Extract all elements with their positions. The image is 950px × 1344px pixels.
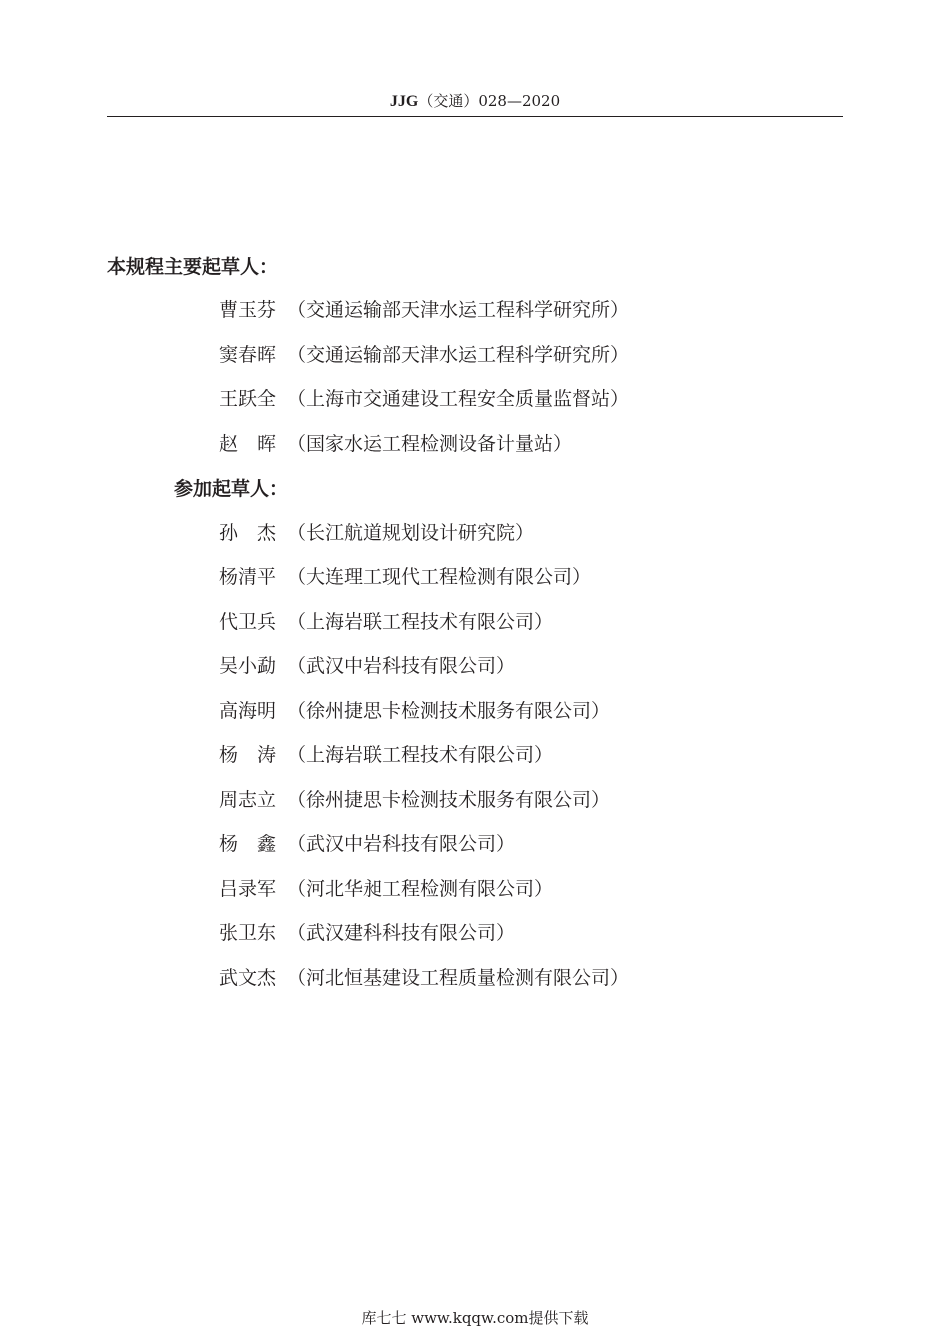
participant-entry [219, 607, 553, 634]
participant-entry [219, 829, 515, 856]
participant-name: 周志立 [219, 789, 277, 811]
participant-org: （武汉建科科技有限公司） [287, 922, 516, 944]
drafter-name: 王跃全 [219, 388, 277, 410]
participant-org: （武汉中岩科技有限公司） [287, 833, 516, 855]
drafter-org: （上海市交通建设工程安全质量监督站） [287, 388, 630, 410]
main-drafter-entry [219, 384, 629, 411]
participant-org: （长江航道规划设计研究院） [287, 522, 535, 544]
participant-entry [219, 651, 515, 678]
drafter-org: （交通运输部天津水运工程科学研究所） [287, 299, 630, 321]
participant-name: 杨清平 [219, 566, 277, 588]
drafter-org: （国家水运工程检测设备计量站） [287, 433, 573, 455]
participant-org: （武汉中岩科技有限公司） [287, 655, 516, 677]
participant-entry [219, 518, 534, 545]
drafter-name: 曹玉芬 [219, 299, 277, 321]
header-rule [107, 116, 843, 117]
participant-entry [219, 696, 610, 723]
standard-number: （交通）028—2020 [418, 92, 561, 110]
drafter-name: 赵 晖 [219, 433, 277, 455]
participant-org: （上海岩联工程技术有限公司） [287, 744, 554, 766]
drafter-org: （交通运输部天津水运工程科学研究所） [287, 344, 630, 366]
drafter-name: 窦春晖 [219, 344, 277, 366]
participant-entry [219, 740, 553, 767]
participant-org: （上海岩联工程技术有限公司） [287, 611, 554, 633]
participant-org: （河北恒基建设工程质量检测有限公司） [287, 967, 630, 989]
participant-name: 吴小勐 [219, 655, 277, 677]
participant-name: 张卫东 [219, 922, 277, 944]
participants-heading: 参加起草人： [174, 478, 289, 500]
main-drafter-entry [219, 295, 629, 322]
participant-org: （大连理工现代工程检测有限公司） [287, 566, 592, 588]
main-drafters-heading: 本规程主要起草人： [107, 256, 279, 278]
main-drafter-entry [219, 429, 572, 456]
main-drafter-entry [219, 340, 629, 367]
participant-org: （徐州捷思卡检测技术服务有限公司） [287, 700, 611, 722]
page-header [0, 90, 950, 111]
standard-code: JJG [389, 93, 419, 110]
participant-org: （徐州捷思卡检测技术服务有限公司） [287, 789, 611, 811]
participant-name: 吕录军 [219, 878, 277, 900]
participant-entry [219, 874, 553, 901]
participant-entry [219, 918, 515, 945]
participant-name: 高海明 [219, 700, 277, 722]
participant-name: 代卫兵 [219, 611, 277, 633]
participant-name: 孙 杰 [219, 522, 277, 544]
participant-entry [219, 963, 629, 990]
participant-entry [219, 562, 591, 589]
participant-name: 杨 鑫 [219, 833, 277, 855]
participant-name: 杨 涛 [219, 744, 277, 766]
participant-name: 武文杰 [219, 967, 277, 989]
participant-org: （河北华昶工程检测有限公司） [287, 878, 554, 900]
download-footer: 库七七 www.kqqw.com提供下载 [361, 1309, 589, 1327]
participant-entry [219, 785, 610, 812]
